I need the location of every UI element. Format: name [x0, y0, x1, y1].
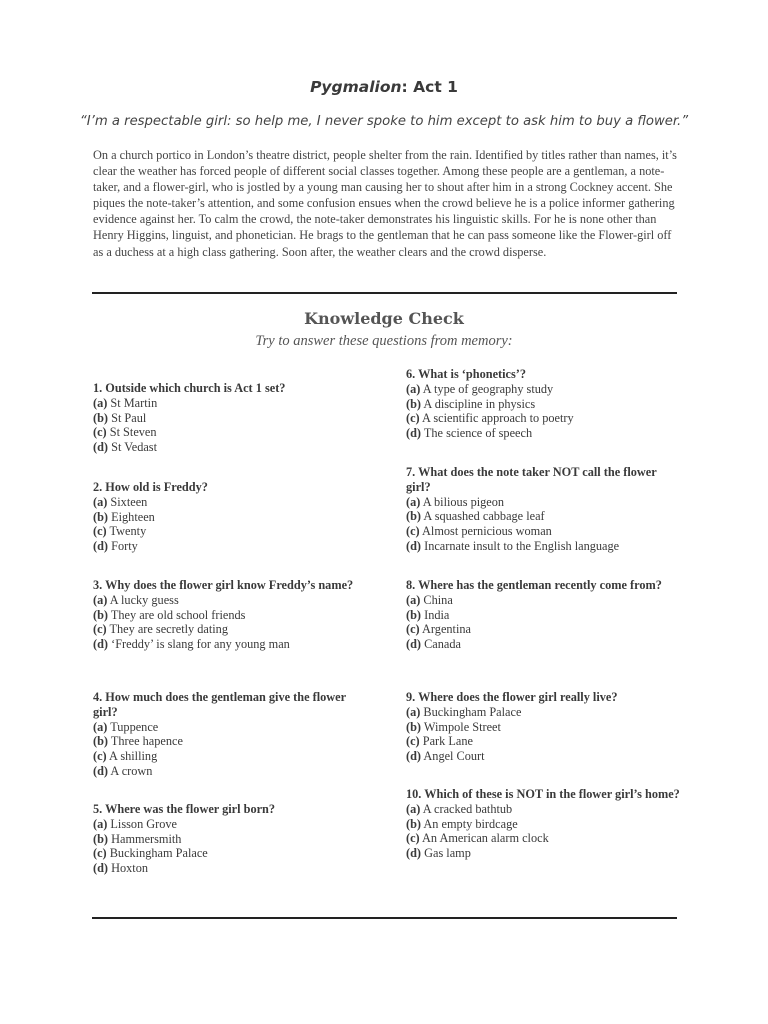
option-c: (c) Almost pernicious woman — [406, 524, 552, 539]
option-d: (d) Gas lamp — [406, 846, 471, 861]
option-b: (b) St Paul — [93, 410, 147, 425]
option-c: (c) Twenty — [93, 524, 147, 539]
question-1 — [93, 381, 368, 455]
option-a: (a) A cracked bathtub — [406, 801, 513, 816]
question-6 — [406, 367, 681, 441]
option-d: (d) Angel Court — [406, 749, 485, 764]
question-text: 8. Where has the gentleman recently come from? — [406, 578, 662, 592]
question-text: 3. Why does the flower girl know Freddy’s name? — [93, 578, 354, 592]
question-9 — [406, 690, 681, 764]
option-a: (a) A lucky guess — [93, 592, 179, 607]
option-b: (b) A squashed cabbage leaf — [406, 509, 545, 524]
option-c: (c) St Steven — [93, 425, 157, 440]
question-text: 4. How much does the gentleman give the flower girl? — [93, 690, 346, 719]
title-act: : Act 1 — [401, 78, 458, 96]
question-text: 6. What is ‘phonetics’? — [406, 367, 527, 381]
page-title — [0, 78, 768, 96]
question-text: 10. Which of these is NOT in the flower girl’s home? — [406, 787, 680, 801]
option-a: (a) Tuppence — [93, 719, 159, 734]
option-d: (d) A crown — [93, 763, 153, 778]
option-a: (a) Sixteen — [93, 494, 148, 509]
top-divider — [92, 292, 677, 294]
option-b: (b) India — [406, 607, 450, 622]
act-quote: “I’m a respectable girl: so help me, I never spoke to him except to ask him to buy a flower.” — [79, 114, 689, 129]
question-10 — [406, 787, 681, 861]
option-d: (d) Incarnate insult to the English language — [406, 538, 620, 553]
option-c: (c) An American alarm clock — [406, 831, 549, 846]
bottom-divider — [92, 917, 677, 919]
option-c: (c) Buckingham Palace — [93, 846, 208, 861]
option-a: (a) A bilious pigeon — [406, 494, 505, 509]
option-a: (a) St Martin — [93, 395, 158, 410]
question-text: 5. Where was the flower girl born? — [93, 802, 276, 816]
question-7 — [406, 465, 681, 554]
option-d: (d) Hoxton — [93, 861, 148, 876]
option-c: (c) They are secretly dating — [93, 622, 228, 637]
option-d: (d) Forty — [93, 539, 138, 554]
question-5 — [93, 802, 368, 876]
option-a: (a) Lisson Grove — [93, 816, 178, 831]
question-text: 2. How old is Freddy? — [93, 480, 208, 494]
question-text: 1. Outside which church is Act 1 set? — [93, 381, 286, 395]
question-3 — [93, 578, 368, 652]
option-b: (b) A discipline in physics — [406, 396, 536, 411]
option-a: (a) Buckingham Palace — [406, 704, 522, 719]
option-b: (b) Eighteen — [93, 509, 155, 524]
title-play-name: Pygmalion — [310, 78, 402, 96]
option-b: (b) An empty birdcage — [406, 816, 518, 831]
option-d: (d) The science of speech — [406, 426, 533, 441]
question-text: 7. What does the note taker NOT call the flower girl? — [406, 465, 657, 494]
question-text: 9. Where does the flower girl really live? — [406, 690, 618, 704]
option-c: (c) A scientific approach to poetry — [406, 411, 574, 426]
option-c: (c) Park Lane — [406, 734, 473, 749]
knowledge-check-title: Knowledge Check — [304, 309, 464, 328]
act-summary: On a church portico in London’s theatre district, people shelter from the rain. Identified by titles rather than names, it’s clear the weather has forced people of different social classes together. Among these people are a gentleman, a note-taker, and a flower-girl, who is jostled by a young man causing her to shout after him in a strong Cockney accent. She piques the note-taker’s attention, and some confusion ensues when the crowd believe he is a police informer gathering evidence against her. To calm the crowd, the note-taker demonstrates his linguistic skills. For he is none other than Henry Higgins, linguist, and phonetician. He brags to the gentleman that he can pass someone like the Flower-girl off as a duchess at a high class gathering. Soon after, the weather clears and the crowd disperse. — [93, 148, 677, 259]
knowledge-check-subtitle: Try to answer these questions from memory: — [255, 333, 513, 349]
option-b: (b) Hammersmith — [93, 831, 182, 846]
question-4 — [93, 690, 368, 779]
question-8 — [406, 578, 681, 652]
question-2 — [93, 480, 368, 554]
option-a: (a) China — [406, 592, 453, 607]
option-c: (c) Argentina — [406, 622, 471, 637]
option-c: (c) A shilling — [93, 749, 158, 764]
option-d: (d) Canada — [406, 637, 461, 652]
option-b: (b) They are old school friends — [93, 607, 246, 622]
option-d: (d) St Vedast — [93, 440, 157, 455]
option-b: (b) Wimpole Street — [406, 719, 501, 734]
option-d: (d) ‘Freddy’ is slang for any young man — [93, 637, 290, 652]
option-a: (a) A type of geography study — [406, 381, 554, 396]
option-b: (b) Three hapence — [93, 734, 183, 749]
